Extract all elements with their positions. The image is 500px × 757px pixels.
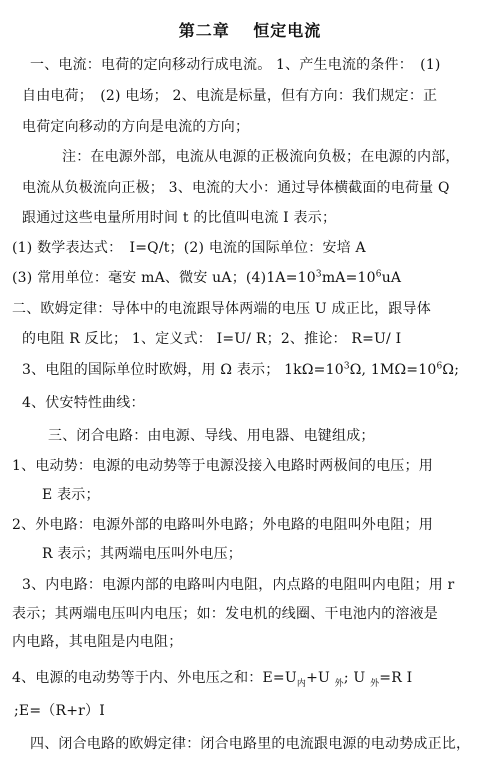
text-fragment: mA=10: [321, 270, 376, 286]
text-line: R 表示；其两端电压叫外电压；: [42, 546, 242, 562]
text-fragment: =R I: [379, 670, 413, 686]
text-fragment: 3、电阻的国际单位时欧姆，用 Ω 表示； 1kΩ=10: [22, 362, 344, 378]
text-line: 四、闭合电路的欧姆定律：闭合电路里的电流跟电源的电动势成正比，: [30, 736, 471, 752]
text-fragment: 4、电源的电动势等于内、外电压之和：E=U: [12, 670, 297, 686]
text-line: 1、电动势：电源的电动势等于电源没接入电路时两极间的电压；用: [12, 458, 433, 474]
subscript: 外: [334, 678, 344, 689]
text-line: 内电路，其电阻是内电阻；: [12, 634, 183, 650]
text-line: 的电阻 R 反比； 1、定义式： I=U/ R；2、推论： R=U/ I: [22, 331, 402, 347]
subscript: 外: [370, 678, 380, 689]
text-line: 一、电流：电荷的定向移动行成电流。 1、产生电流的条件： (1): [30, 57, 441, 73]
text-line: 注：在电源外部，电流从电源的正极流向负极；在电源的内部，: [62, 149, 460, 165]
superscript: 6: [436, 361, 443, 372]
text-line: 跟通过这些电量所用时间 t 的比值叫电流 I 表示；: [22, 210, 337, 226]
text-fragment: Ω, 1MΩ=10: [349, 362, 437, 378]
superscript: 3: [315, 269, 322, 280]
superscript: 6: [375, 269, 382, 280]
text-fragment: +U: [306, 670, 335, 686]
text-line: [12, 668, 412, 688]
chapter-title: 第二章 恒定电流: [178, 21, 322, 40]
text-line: 二、欧姆定律：导体中的电流跟导体两端的电压 U 成正比，跟导体: [12, 301, 431, 317]
text-line: 自由电荷； (2) 电场； 2、电流是标量，但有方向：我们规定：正: [22, 88, 438, 104]
text-line: [12, 268, 401, 288]
subscript: 内: [296, 678, 307, 689]
text-line: 3、内电路：电源内部的电路叫内电阻，内点路的电阻叫内电阻；用 r: [22, 577, 455, 593]
text-fragment: Ω;: [442, 362, 460, 378]
text-line: 三、闭合电路：由电源、导线、用电器、电键组成；: [48, 428, 375, 444]
text-line: 电流从负极流向正极； 3、电流的大小：通过导体横截面的电荷量 Q: [22, 180, 450, 196]
text-fragment: ; U: [343, 670, 371, 686]
superscript: 3: [343, 361, 350, 372]
text-line: 4、伏安特性曲线：: [22, 395, 145, 411]
text-line: 2、外电路：电源外部的电路叫外电路；外电路的电阻叫外电阻；用: [12, 517, 433, 533]
text-line: (1) 数学表达式： I=Q/t；(2) 电流的国际单位：安培 A: [12, 240, 366, 256]
text-line: [22, 360, 459, 380]
text-line: E 表示；: [42, 487, 100, 503]
text-fragment: uA: [381, 270, 402, 286]
text-line: 电荷定向移动的方向是电流的方向；: [22, 119, 250, 135]
text-line: ;E=（R+r）I: [14, 703, 105, 719]
text-line: 表示；其两端电压叫内电压；如：发电机的线圈、干电池内的溶液是: [12, 606, 438, 622]
text-fragment: (3) 常用单位：毫安 mA、微安 uA；(4)1A=10: [12, 270, 316, 286]
